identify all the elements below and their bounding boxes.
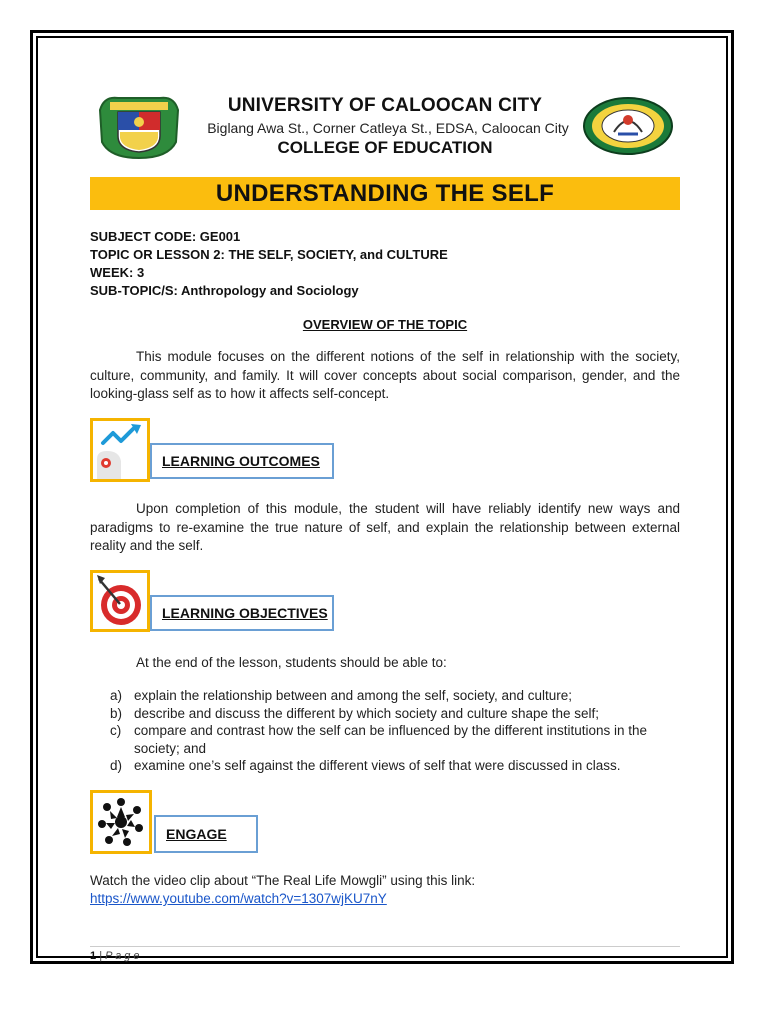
engage-icon-box — [90, 790, 152, 854]
outcomes-icon-box — [90, 418, 150, 482]
page-label: | P a g e — [96, 950, 140, 962]
course-meta — [90, 228, 448, 300]
footer-divider — [90, 946, 680, 947]
university-address: Biglang Awa St., Corner Catleya St., EDSA, Caloocan City — [207, 120, 569, 136]
learning-objectives-label: LEARNING OBJECTIVES — [150, 595, 334, 631]
list-item-letter: a) — [110, 688, 123, 703]
target-icon — [93, 573, 147, 629]
topic-lesson: TOPIC OR LESSON 2: THE SELF, SOCIETY, and CULTURE — [90, 247, 448, 262]
list-item-letter: d) — [110, 758, 123, 773]
college-name: COLLEGE OF EDUCATION — [277, 138, 493, 157]
list-item — [90, 687, 690, 705]
week: WEEK: 3 — [90, 265, 145, 280]
list-item-text: describe and discuss the different by which society and culture shape the self; — [134, 705, 600, 721]
overview-paragraph: This module focuses on the different notions of the self in relationship with the society, culture, community, and family. It will cover concepts about social comparison, gender, and the looking-glass self as to how it affects self-concept. — [90, 349, 680, 401]
engage-label: ENGAGE — [154, 815, 258, 853]
page-footer — [90, 950, 140, 962]
college-seal-logo — [582, 96, 674, 156]
sub-topics: SUB-TOPIC/S: Anthropology and Sociology — [90, 283, 359, 298]
list-item-letter: c) — [110, 723, 122, 738]
outcomes-paragraph: Upon completion of this module, the student will have reliably identify new ways and paradigms to re-examine the true nature of self, and explain the relationship between external reality and the self. — [90, 501, 680, 553]
list-item — [90, 722, 690, 757]
document-header — [90, 88, 680, 160]
people-circle-icon — [93, 793, 149, 851]
objectives-intro: At the end of the lesson, students should be able to: — [136, 655, 447, 670]
course-title: UNDERSTANDING THE SELF — [215, 180, 555, 207]
list-item — [90, 705, 690, 723]
subject-code: SUBJECT CODE: GE001 — [90, 229, 241, 244]
video-link[interactable]: https://www.youtube.com/watch?v=1307wjKU7nY — [90, 891, 387, 906]
list-item-letter: b) — [110, 705, 123, 721]
overview-heading: OVERVIEW OF THE TOPIC — [302, 317, 468, 332]
growth-chart-icon — [93, 421, 147, 479]
objectives-icon-box — [90, 570, 150, 632]
objectives-list — [90, 687, 690, 775]
learning-outcomes-label: LEARNING OUTCOMES — [150, 443, 334, 479]
list-item-text: explain the relationship between and among the self, society, and culture; — [134, 688, 573, 703]
engage-instruction: Watch the video clip about “The Real Life Mowgli” using this link: — [90, 873, 476, 888]
course-title-banner — [90, 177, 680, 210]
list-item-text: examine one’s self against the different views of self that were discussed in class. — [134, 758, 621, 773]
page-number: 1 — [90, 950, 97, 962]
university-name: UNIVERSITY OF CALOOCAN CITY — [227, 95, 543, 116]
list-item-text: compare and contrast how the self can be influenced by the different institutions in the society; and — [134, 723, 648, 756]
list-item — [90, 757, 690, 775]
